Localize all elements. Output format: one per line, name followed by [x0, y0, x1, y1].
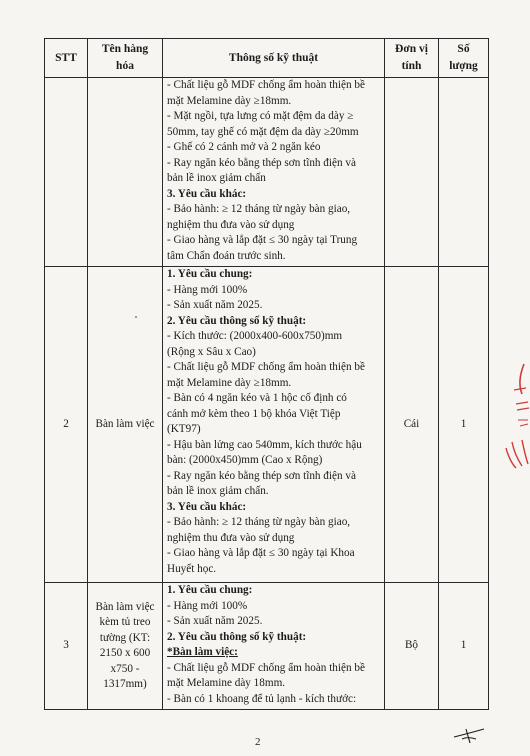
spec-line: - Ray ngăn kéo bằng thép sơn tĩnh điện và: [167, 469, 356, 482]
spec-table: [44, 38, 489, 710]
spec-line: - Ray ngăn kéo bằng thép sơn tĩnh điện và: [167, 156, 356, 169]
spec-line: - Chất liệu gỗ MDF chống ẩm hoàn thiện bề: [167, 361, 365, 373]
row3-name-line: kèm tủ treo: [99, 616, 151, 628]
spec-line: - Bàn có 4 ngăn kéo và 1 hộc cố định có: [167, 392, 347, 404]
spec-line: - Giao hàng và lắp đặt ≤ 30 ngày tại Khoa: [167, 547, 355, 559]
row3-stt: 3: [45, 583, 88, 710]
row2-qty: 1: [439, 267, 489, 583]
row2-name: Bàn làm việc: [88, 267, 163, 583]
row3-unit: Bộ: [385, 583, 439, 710]
spec-line: (KT97): [167, 423, 201, 435]
spec-line: bản lề inox giảm chấn: [167, 172, 266, 184]
row3-name-line: 2150 x 600: [99, 647, 151, 659]
table-header-row: [45, 39, 489, 78]
spec-line: mặt Melamine dày 18mm.: [167, 677, 286, 689]
header-name-line: Tên hàng: [101, 43, 149, 55]
header-name-line: hóa: [116, 60, 134, 72]
spec-line: - Bảo hành: ≥ 12 tháng từ ngày bàn giao,: [167, 203, 351, 215]
row1-stt: [45, 78, 88, 267]
spec-line: - Kích thước: (2000x400-600x750)mm: [167, 330, 343, 342]
header-unit: [385, 39, 439, 78]
spec-line: - Chất liệu gỗ MDF chống ẩm hoàn thiện bề: [167, 661, 365, 674]
spec-line: - Ghế có 2 cánh mở và 2 ngăn kéo: [167, 141, 321, 153]
table-row: [45, 267, 489, 583]
spec-line: Huyết học.: [167, 562, 217, 575]
header-spec: Thông số kỹ thuật: [163, 39, 385, 78]
row2-unit: Cái: [385, 267, 439, 583]
row3-name: [88, 583, 163, 710]
row1-qty: [439, 78, 489, 267]
header-qty-line: lượng: [449, 60, 478, 72]
red-stamp-fragment: [500, 360, 530, 470]
spec-line: bàn: (2000x450)mm (Cao x Rộng): [167, 454, 323, 466]
header-unit-line: Đơn vị: [395, 43, 428, 55]
spec-line: - Bảo hành: ≥ 12 tháng từ ngày bàn giao,: [167, 516, 351, 528]
table-row: [45, 78, 489, 267]
spec-line: - Sản xuất năm 2025.: [167, 615, 263, 627]
spec-line: nghiệm thu đưa vào sử dụng: [167, 218, 295, 231]
row3-name-line: Bàn làm việc: [95, 600, 155, 613]
scan-speck: [135, 316, 137, 318]
spec-line: - Mặt ngồi, tựa lưng có mặt đệm da dày ≥: [167, 110, 354, 122]
initial-mark: [452, 725, 486, 745]
spec-line: - Hậu bàn lửng cao 540mm, kích thước hậu: [167, 438, 362, 451]
row1-unit: [385, 78, 439, 267]
spec-line: nghiệm thu đưa vào sử dụng: [167, 531, 295, 544]
row3-spec: [163, 583, 385, 710]
spec-line: cánh mở kèm theo 1 bộ khóa Việt Tiệp: [167, 407, 341, 420]
row2-stt: 2: [45, 267, 88, 583]
header-unit-line: tính: [401, 60, 422, 72]
spec-heading: 3. Yêu cầu khác:: [167, 500, 247, 513]
row3-name-line: 1317mm): [103, 678, 147, 690]
spec-line: (Rộng x Sâu x Cao): [167, 345, 256, 358]
spec-subheading: *Bàn làm việc:: [167, 646, 238, 658]
spec-line: 50mm, tay ghế có mặt đệm da dày ≥20mm: [167, 125, 359, 138]
spec-line: mặt Melamine dày ≥18mm.: [167, 376, 292, 389]
row2-spec: [163, 267, 385, 583]
header-qty-line: Số: [457, 43, 470, 55]
spec-heading: 2. Yêu cầu thông số kỹ thuật:: [167, 314, 307, 327]
row3-name-line: tường (KT:: [99, 631, 151, 644]
header-name: [88, 39, 163, 78]
row1-name: [88, 78, 163, 267]
header-stt: STT: [45, 39, 88, 78]
row3-qty: 1: [439, 583, 489, 710]
spec-heading: 1. Yêu cầu chung:: [167, 268, 253, 280]
spec-heading: 3. Yêu cầu khác:: [167, 187, 247, 200]
spec-line: bản lề inox giảm chấn.: [167, 485, 269, 497]
spec-line: - Bàn có 1 khoang để tủ lạnh - kích thước:: [167, 692, 357, 705]
table-row: [45, 583, 489, 710]
spec-heading: 1. Yêu cầu chung:: [167, 584, 253, 596]
spec-line: - Hàng mới 100%: [167, 283, 248, 296]
spec-line: tâm Chẩn đoán trước sinh.: [167, 249, 286, 259]
row1-spec: [163, 78, 385, 267]
spec-line: - Chất liệu gỗ MDF chống ẩm hoàn thiện bề: [167, 79, 365, 91]
page-number: 2: [255, 736, 261, 748]
spec-line: mặt Melamine dày ≥18mm.: [167, 94, 292, 107]
spec-line: - Sản xuất năm 2025.: [167, 299, 263, 311]
spec-line: - Hàng mới 100%: [167, 599, 248, 612]
header-qty: [439, 39, 489, 78]
spec-heading: 2. Yêu cầu thông số kỹ thuật:: [167, 630, 307, 643]
spec-line: - Giao hàng và lắp đặt ≤ 30 ngày tại Trung: [167, 234, 358, 246]
row3-name-line: x750 -: [110, 662, 140, 675]
